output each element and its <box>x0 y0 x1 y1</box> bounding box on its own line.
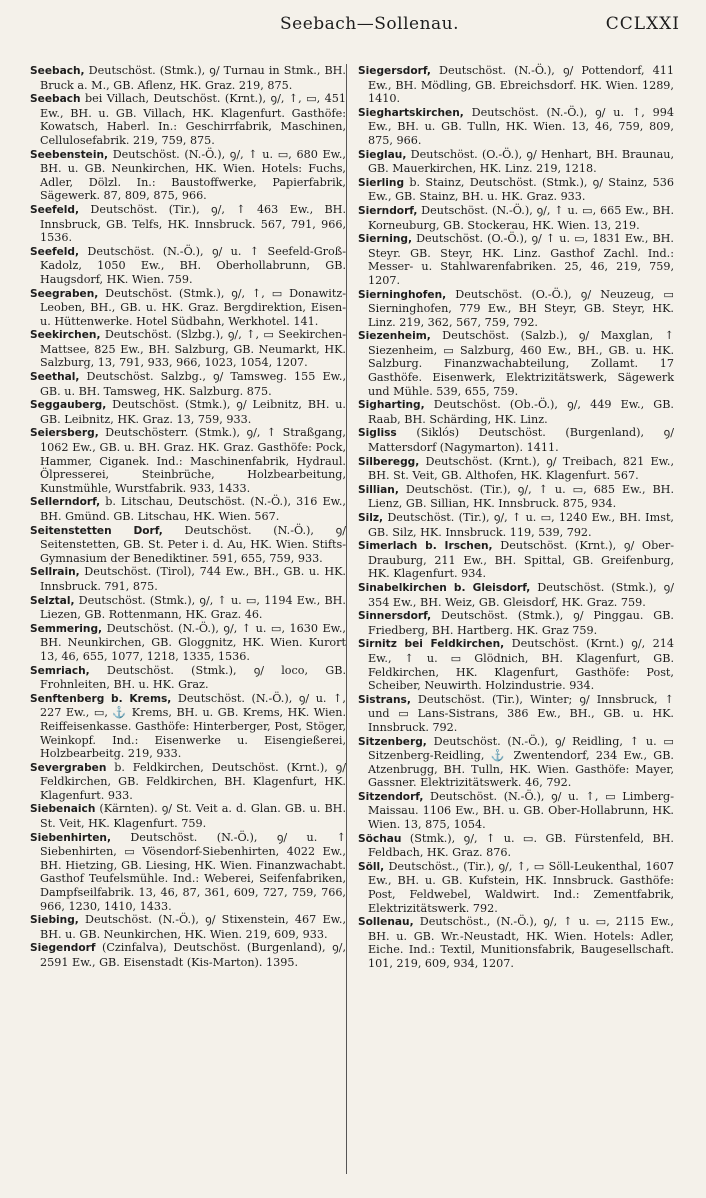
right-column <box>358 64 674 971</box>
entry-place-name: Sigliss <box>358 427 397 440</box>
entry-description: Deutschöst. (Krnt.), ꝯ/ Treibach, 821 Ew., BH. St. Veit, GB. Althofen, HK. Klagenfurt. 567. <box>368 454 674 483</box>
entry-description: Deutschöst. (N.-Ö.), ꝯ/ u. ↑, ▭ Limberg-Maissau. 1106 Ew., BH. u. GB. Ober-Hollabrunn, HK. Wien. 13, 875, 1054. <box>368 789 674 832</box>
entry-place-name: Seekirchen, <box>30 329 101 342</box>
entry-description: Deutschöst. (Tir.), Winter; ꝯ/ Innsbruck, ↑ und ▭ Lans-Sistrans, 386 Ew., BH., GB. u. HK. Innsbruck. 792. <box>368 692 674 734</box>
entry-place-name: Seebach <box>30 93 81 106</box>
entry-place-name: Siebing, <box>30 914 79 927</box>
entry-place-name: Sieghartskirchen, <box>358 106 464 119</box>
gazetteer-entry <box>358 398 674 426</box>
gazetteer-entry <box>30 692 346 761</box>
entry-place-name: Simerlach b. Irschen, <box>358 540 493 553</box>
entry-place-name: Siezenheim, <box>358 330 431 343</box>
entry-description: Deutschöst. (Stmk.), ꝯ/ Turnau in Stmk., BH. Bruck a. M., GB. Aflenz, HK. Graz. 219, 875. <box>40 64 346 92</box>
entry-place-name: Seefeld, <box>30 245 80 258</box>
entry-place-name: Seethal, <box>30 371 80 384</box>
entry-place-name: Sollenau, <box>358 916 414 929</box>
page-header <box>0 14 706 40</box>
entry-place-name: Sellerndorf, <box>30 496 101 509</box>
entry-description: (Kärnten). ꝯ/ St. Veit a. d. Glan. GB. u. BH. St. Veit, HK. Klagenfurt. 759. <box>40 802 346 831</box>
entry-place-name: Seegraben, <box>30 287 99 300</box>
entry-place-name: Sillian, <box>358 483 399 496</box>
entry-place-name: Seefeld, <box>30 203 80 216</box>
entry-place-name: Sieglau, <box>358 148 407 161</box>
gazetteer-entry <box>30 664 346 692</box>
gazetteer-entry <box>30 594 346 622</box>
page-number: CCLXXI <box>605 14 680 34</box>
gazetteer-entry <box>358 483 674 511</box>
entry-description: Deutschöst. (N.-Ö.), ꝯ/ u. ↑ Siebenhirten, ▭ Vösendorf-Siebenhirten, 4022 Ew., BH. Hietzing, GB. Liesing, HK. Wien. Finanzwachabt. Gasthof Teufelsmühle. Ind.: Weberei, Seifenfabriken, Dampfseilfabrik. 13, 46, 87, 361, 609, 727, 759, 766, 966, 1230, 1410, 1433. <box>40 830 346 913</box>
gazetteer-entry <box>358 148 674 176</box>
gazetteer-entry <box>358 176 674 204</box>
entry-description: Deutschöst. (Stmk.), ꝯ/, ↑, ▭ Donawitz-Leoben, BH., GB. u. HK. Graz. Bergdirektion, Eisen- u. Hüttenwerke. Hotel Südbahn, Werkhotel. 141. <box>40 286 346 328</box>
entry-place-name: Semriach, <box>30 664 90 677</box>
entry-description: Deutschöst. (Krnt.), ꝯ/ Ober-Drauburg, 211 Ew., BH. Spittal, GB. Greifenburg, HK. Klagenfurt. 934. <box>368 539 674 581</box>
gazetteer-entry <box>358 693 674 735</box>
entry-description: Deutschöst., (N.-Ö.), ꝯ/, ↑ u. ▭, 2115 Ew., BH. u. GB. Wr.-Neustadt, HK. Wien. Hotels: Adler, Eiche. Ind.: Textil, Munitionsfabrik, Baugesellschaft. 101, 219, 609, 934, 1207. <box>368 915 674 970</box>
gazetteer-entry <box>358 106 674 148</box>
entry-description: Deutschöst. (Tirol), 744 Ew., BH., GB. u. HK. Innsbruck. 791, 875. <box>40 565 346 593</box>
entry-place-name: Seiersberg, <box>30 427 99 440</box>
gazetteer-entry <box>30 203 346 245</box>
gazetteer-entry <box>30 802 346 830</box>
entry-description: Deutschöst. (Slzbg.), ꝯ/, ↑, ▭ Seekirchen-Mattsee, 825 Ew., BH. Salzburg, GB. Neumarkt, HK. Salzburg, 13, 791, 933, 966, 1023, 1054, 1207. <box>40 328 346 370</box>
entry-place-name: Siebenhirten, <box>30 831 111 844</box>
entry-place-name: Sinabelkirchen b. Gleisdorf, <box>358 581 531 594</box>
entry-description: Deutschöst. (Stmk.), ꝯ/ Pinggau. GB. Friedberg, BH. Hartberg. HK. Graz 759. <box>368 609 674 637</box>
entry-description: Deutschöst. (N.-Ö.), ꝯ/, ↑ u. ▭, 1630 Ew., BH. Neunkirchen, GB. Gloggnitz, HK. Wien. Kurort 13, 46, 655, 1077, 1218, 1335, 1536. <box>40 621 346 663</box>
entry-place-name: Sellrain, <box>30 566 80 579</box>
entry-description: b. Stainz, Deutschöst. (Stmk.), ꝯ/ Stainz, 536 Ew., GB. Stainz, BH. u. HK. Graz. 933. <box>368 175 674 204</box>
entry-place-name: Seebenstein, <box>30 148 109 161</box>
entry-place-name: Seebach, <box>30 65 85 77</box>
gazetteer-entry <box>30 328 346 370</box>
gazetteer-entry <box>30 148 346 203</box>
gazetteer-entry <box>30 426 346 495</box>
entry-place-name: Senftenberg b. Krems, <box>30 692 172 705</box>
entry-description: bei Villach, Deutschöst. (Krnt.), ꝯ/, ↑, ▭, 451 Ew., BH. u. GB. Villach, HK. Klagenfurt. Gasthöfe: Kowatsch, Haberl. In.: Geschirrfabrik, Maschinen, Cellulosefabrik. 219, 759, 875. <box>40 92 346 147</box>
gazetteer-entry <box>30 245 346 287</box>
gazetteer-entry <box>358 204 674 232</box>
gazetteer-entry <box>30 831 346 914</box>
gazetteer-entry <box>30 64 346 92</box>
entry-description: Deutschöst. (Krnt.) ꝯ/, 214 Ew., ↑ u. ▭ Glödnich, BH. Klagenfurt, GB. Feldkirchen, HK. Klagenfurt, Gasthöfe: Post, Scheiber, Neuwirth. Holzindustrie. 934. <box>368 637 674 693</box>
entry-description: Deutschöst. (N.-Ö.), ꝯ/ u. ↑, 994 Ew., BH. u. GB. Tulln, HK. Wien. 13, 46, 759, 809, 875, 966. <box>368 105 674 147</box>
entry-description: Deutschöst. (N.-Ö.), ꝯ/ u. ↑ Seefeld-Groß-Kadolz, 1050 Ew., BH. Oberhollabrunn, GB. Haugsdorf, HK. Wien. 759. <box>40 244 346 286</box>
gazetteer-entry <box>358 832 674 860</box>
running-title: Seebach—Sollenau. <box>280 14 460 34</box>
entry-place-name: Seggauberg, <box>30 399 107 412</box>
gazetteer-entry <box>30 913 346 941</box>
entry-description: Deutschöst. (Tir.), ꝯ/, ↑ u. ▭, 685 Ew., BH. Lienz, GB. Sillian, HK. Innsbruck. 875, 934. <box>368 482 674 511</box>
gazetteer-entry <box>358 288 674 330</box>
entry-description: Deutschöst. Salzbg., ꝯ/ Tamsweg. 155 Ew., GB. u. BH. Tamsweg, HK. Salzburg. 875. <box>40 370 346 398</box>
column-divider <box>346 64 347 1174</box>
gazetteer-entry <box>358 64 674 106</box>
gazetteer-entry <box>358 426 674 454</box>
entry-description: Deutschösterr. (Stmk.), ꝯ/, ↑ Straßgang, 1062 Ew., GB. u. BH. Graz. HK. Graz. Gasthöfe: Pock, Hammer, Ciganek. Ind.: Maschinenfabrik, Hydraul. Ölpresserei, Steinbrüche, Holzbearbeitung, Kunstmühle, Wurstfabrik. 933, 1433. <box>40 426 346 495</box>
entry-description: Deutschöst., (Tir.), ꝯ/, ↑, ▭ Söll-Leukenthal, 1607 Ew., BH. u. GB. Kufstein, HK. Innsbruck. Gasthöfe: Post, Feldwebel, Waldwirt. Ind.: Zementfabrik, Elektrizitätswerk. 792. <box>368 859 674 915</box>
entry-description: Deutschöst. (Stmk.), ꝯ/ Leibnitz, BH. u. GB. Leibnitz, HK. Graz. 13, 759, 933. <box>40 398 346 426</box>
entry-place-name: Semmering, <box>30 622 103 635</box>
entry-place-name: Selztal, <box>30 594 75 607</box>
entry-description: Deutschöst. (N.-Ö.), ꝯ/ Pottendorf, 411 Ew., BH. Mödling, GB. Ebreichsdorf. HK. Wien. 1289, 1410. <box>368 64 674 106</box>
entry-place-name: Sierling <box>358 176 405 189</box>
entry-description: b. Litschau, Deutschöst. (N.-Ö.), 316 Ew., BH. Gmünd. GB. Litschau, HK. Wien. 567. <box>40 495 346 523</box>
gazetteer-entry <box>358 790 674 832</box>
entry-place-name: Sitzendorf, <box>358 790 424 803</box>
gazetteer-entry <box>30 524 346 566</box>
entry-description: Deutschöst. (O.-Ö.), ꝯ/ ↑ u. ▭, 1831 Ew., BH. Steyr. GB. Steyr, HK. Linz. Gasthof Zachl. Ind.: Messer- u. Stahlwarenfabriken. 25, 46, 219, 759, 1207. <box>368 232 674 287</box>
entry-description: Deutschöst. (N.-Ö.), ꝯ/ u. ↑, 227 Ew., ▭, ⚓ Krems, BH. u. GB. Krems, HK. Wien. Reiffeisenkasse. Gasthöfe: Hinterberger, Post, Stöger, Weinkopf. Ind.: Eisenwerke u. Eisengießerei, Holzbearbeitg. 219, 933. <box>40 691 346 761</box>
gazetteer-entry <box>358 915 674 970</box>
entry-description: Deutschöst. (N.-Ö.), ꝯ/ Stixenstein, 467 Ew., BH. u. GB. Neunkirchen, HK. Wien. 219, 609, 933. <box>40 913 346 941</box>
entry-description: Deutschöst. (Stmk.), ꝯ/, ↑ u. ▭, 1194 Ew., BH. Liezen, GB. Rottenmann, HK. Graz. 46. <box>40 593 346 622</box>
entry-place-name: Sitzenberg, <box>358 735 427 748</box>
entry-place-name: Sierning, <box>358 233 412 246</box>
gazetteer-entry <box>30 287 346 329</box>
entry-place-name: Söll, <box>358 860 385 873</box>
entry-description: (Siklós) Deutschöst. (Burgenland), ꝯ/ Mattersdorf (Nagymarton). 1411. <box>368 426 674 455</box>
entry-place-name: Seitenstetten Dorf, <box>30 524 163 537</box>
entry-description: (Czinfalva), Deutschöst. (Burgenland), ꝯ/, 2591 Ew., GB. Eisenstadt (Kis-Marton). 1395. <box>40 941 346 969</box>
gazetteer-entry <box>358 455 674 483</box>
entry-description: Deutschöst. (N.-Ö.), ꝯ/, ↑ u. ▭, 665 Ew., BH. Korneuburg, GB. Stockerau, HK. Wien. 13, 219. <box>368 203 674 232</box>
entry-place-name: Silberegg, <box>358 455 420 468</box>
left-column <box>30 64 346 970</box>
entry-description: b. Feldkirchen, Deutschöst. (Krnt.), ꝯ/ Feldkirchen, GB. Feldkirchen, BH. Klagenfurt, HK. Klagenfurt. 933. <box>40 760 346 802</box>
entry-description: Deutschöst. (Tir.), ꝯ/, ↑ 463 Ew., BH. Innsbruck, GB. Telfs, HK. Innsbruck. 567, 791, 966, 1536. <box>40 202 346 245</box>
entry-place-name: Severgraben <box>30 761 107 774</box>
gazetteer-entry <box>30 495 346 523</box>
gazetteer-entry <box>30 398 346 426</box>
entry-description: Deutschöst. (Stmk.), ꝯ/ 354 Ew., BH. Weiz, GB. Gleisdorf, HK. Graz. 759. <box>368 580 674 609</box>
gazetteer-entry <box>30 92 346 147</box>
entry-place-name: Sierndorf, <box>358 204 418 217</box>
entry-place-name: Silz, <box>358 512 384 524</box>
entry-description: Deutschöst. (O.-Ö.), ꝯ/ Henhart, BH. Braunau, GB. Mauerkirchen, HK. Linz. 219, 1218. <box>368 147 674 176</box>
gazetteer-entry <box>358 232 674 287</box>
gazetteer-entry <box>358 609 674 637</box>
gazetteer-entry <box>358 329 674 398</box>
gazetteer-entry <box>358 511 674 539</box>
entry-place-name: Sirnitz bei Feldkirchen, <box>358 638 505 651</box>
gazetteer-entry <box>30 370 346 398</box>
entry-place-name: Siegendorf <box>30 942 96 955</box>
entry-description: Deutschöst. (Ob.-Ö.), ꝯ/, 449 Ew., GB. Raab, BH. Schärding, HK. Linz. <box>368 398 674 426</box>
gazetteer-entry <box>30 622 346 664</box>
entry-description: Deutschöst. (Salzb.), ꝯ/ Maxglan, ↑ Siezenheim, ▭ Salzburg, 460 Ew., BH., GB. u. HK. Salzburg. Finanzwachabteilung, Zollamt. 17 Gasthöfe. Eisenwerk, Elektrizitätswerk, Sägewerk und Mühle. 539, 655, 759. <box>368 329 674 398</box>
entry-description: Deutschöst. (N.-Ö.), ꝯ/, ↑ u. ▭, 680 Ew., BH. u. GB. Neunkirchen, HK. Wien. Hotels: Fuchs, Adler, Dölzl. In.: Baustoffwerke, Papierfabrik, Sägewerk. 87, 809, 875, 966. <box>40 147 346 203</box>
gazetteer-entry <box>30 565 346 593</box>
gazetteer-entry <box>358 637 674 692</box>
gazetteer-entry <box>358 860 674 915</box>
entry-description: Deutschöst. (Stmk.), ꝯ/ loco, GB. Frohnleiten, BH. u. HK. Graz. <box>40 663 346 692</box>
entry-description: Deutschöst. (O.-Ö.), ꝯ/ Neuzeug, ▭ Sierninghofen, 779 Ew., BH Steyr, GB. Steyr, HK. Linz. 219, 362, 567, 759, 792. <box>368 287 674 329</box>
entry-place-name: Sierninghofen, <box>358 288 447 301</box>
entry-description: Deutschöst. (Tir.), ꝯ/, ↑ u. ▭, 1240 Ew., BH. Imst, GB. Silz, HK. Innsbruck. 119, 539, 792. <box>368 511 674 539</box>
entry-description: Deutschöst. (N.-Ö.), ꝯ/ Reidling, ↑ u. ▭ Sitzenberg-Reidling, ⚓ Zwentendorf, 234 Ew., GB. Atzenbrugg, BH. Tulln, HK. Wien. Gasthöfe: Mayer, Gassner. Elektrizitätswerk. 46, 792. <box>368 734 674 790</box>
entry-place-name: Sinnersdorf, <box>358 610 432 623</box>
entry-place-name: Sistrans, <box>358 693 411 706</box>
entry-place-name: Siegersdorf, <box>358 65 431 77</box>
entry-place-name: Söchau <box>358 832 402 845</box>
gazetteer-entry <box>358 735 674 790</box>
gazetteer-entry <box>30 941 346 969</box>
gazetteer-entry <box>358 539 674 581</box>
entry-place-name: Sigharting, <box>358 399 425 412</box>
entry-place-name: Siebenaich <box>30 803 96 816</box>
gazetteer-entry <box>358 581 674 609</box>
gazetteer-entry <box>30 761 346 803</box>
entry-description: (Stmk.), ꝯ/, ↑ u. ▭. GB. Fürstenfeld, BH. Feldbach, HK. Graz. 876. <box>368 831 674 860</box>
entry-description: Deutschöst. (N.-Ö.), ꝯ/ Seitenstetten, GB. St. Peter i. d. Au, HK. Wien. Stifts-Gymnasium der Benediktiner. 591, 655, 759, 933. <box>40 523 346 565</box>
